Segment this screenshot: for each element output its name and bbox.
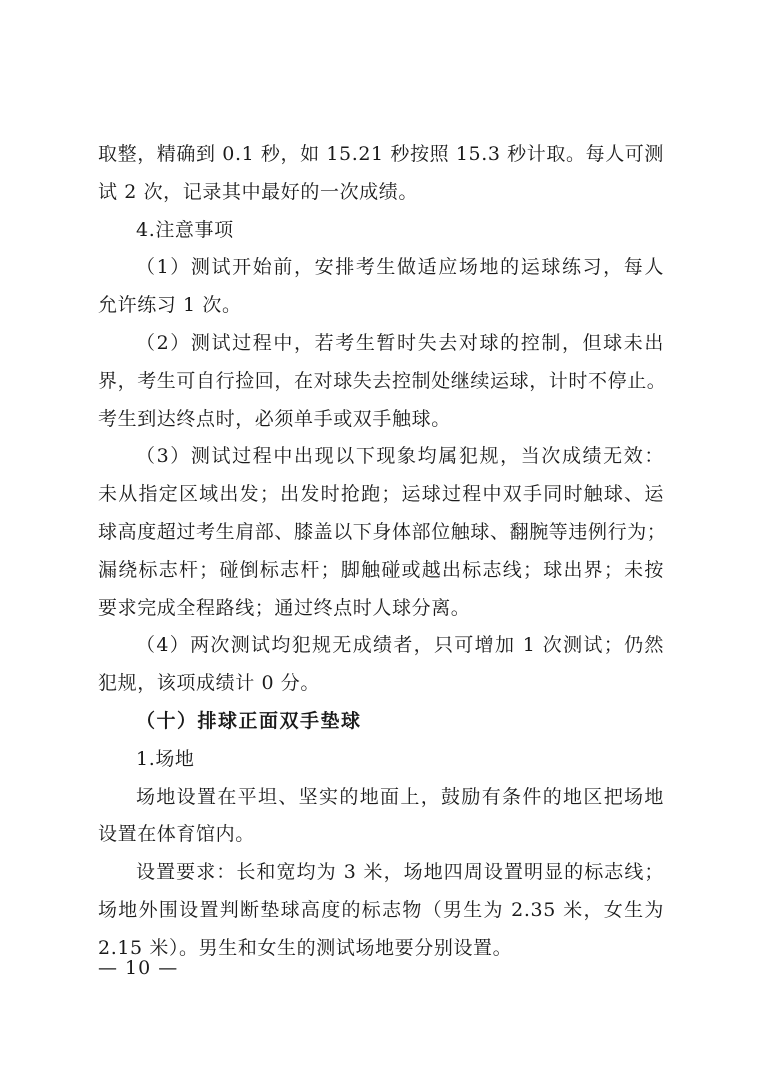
- text-line: 场地外围设置判断垫球高度的标志物（男生为 2.35 米，女生为: [98, 898, 664, 921]
- text-line: 漏绕标志杆；碰倒标志杆；脚触碰或越出标志线；球出界；未按: [98, 558, 664, 581]
- section-heading: （十）排球正面双手垫球: [136, 709, 362, 732]
- text-line: 考生到达终点时，必须单手或双手触球。: [98, 407, 451, 430]
- text-line: （2）测试过程中，若考生暂时失去对球的控制，但球未出: [136, 331, 664, 354]
- text-line: 2.15 米）。男生和女生的测试场地要分别设置。: [98, 936, 513, 959]
- text-line: （4）两次测试均犯规无成绩者，只可增加 1 次测试；仍然: [136, 634, 664, 657]
- document-body: [98, 136, 667, 968]
- text-line: 界，考生可自行捡回，在对球失去控制处继续运球，计时不停止。: [98, 369, 667, 392]
- section-heading: 4.注意事项: [136, 218, 234, 241]
- subsection-heading: 1.场地: [136, 747, 195, 770]
- text-line: 试 2 次，记录其中最好的一次成绩。: [98, 180, 418, 203]
- text-line: 取整，精确到 0.1 秒，如 15.21 秒按照 15.3 秒计取。每人可测: [98, 143, 664, 165]
- text-line: 场地设置在平坦、坚实的地面上，鼓励有条件的地区把场地: [136, 785, 664, 808]
- text-line: 未从指定区域出发；出发时抢跑；运球过程中双手同时触球、运: [98, 483, 664, 506]
- text-line: （3）测试过程中出现以下现象均属犯规，当次成绩无效：: [136, 445, 664, 468]
- text-line: 允许练习 1 次。: [98, 294, 242, 317]
- text-line: 设置在体育馆内。: [98, 823, 255, 846]
- text-line: 球高度超过考生肩部、膝盖以下身体部位触球、翻腕等违例行为；: [98, 520, 667, 543]
- text-line: 要求完成全程路线；通过终点时人球分离。: [98, 596, 471, 619]
- page-number: — 10 —: [98, 957, 179, 979]
- text-line: 设置要求：长和宽均为 3 米，场地四周设置明显的标志线；: [136, 861, 664, 884]
- text-line: （1）测试开始前，安排考生做适应场地的运球练习，每人: [136, 256, 664, 279]
- text-line: 犯规，该项成绩计 0 分。: [98, 672, 320, 695]
